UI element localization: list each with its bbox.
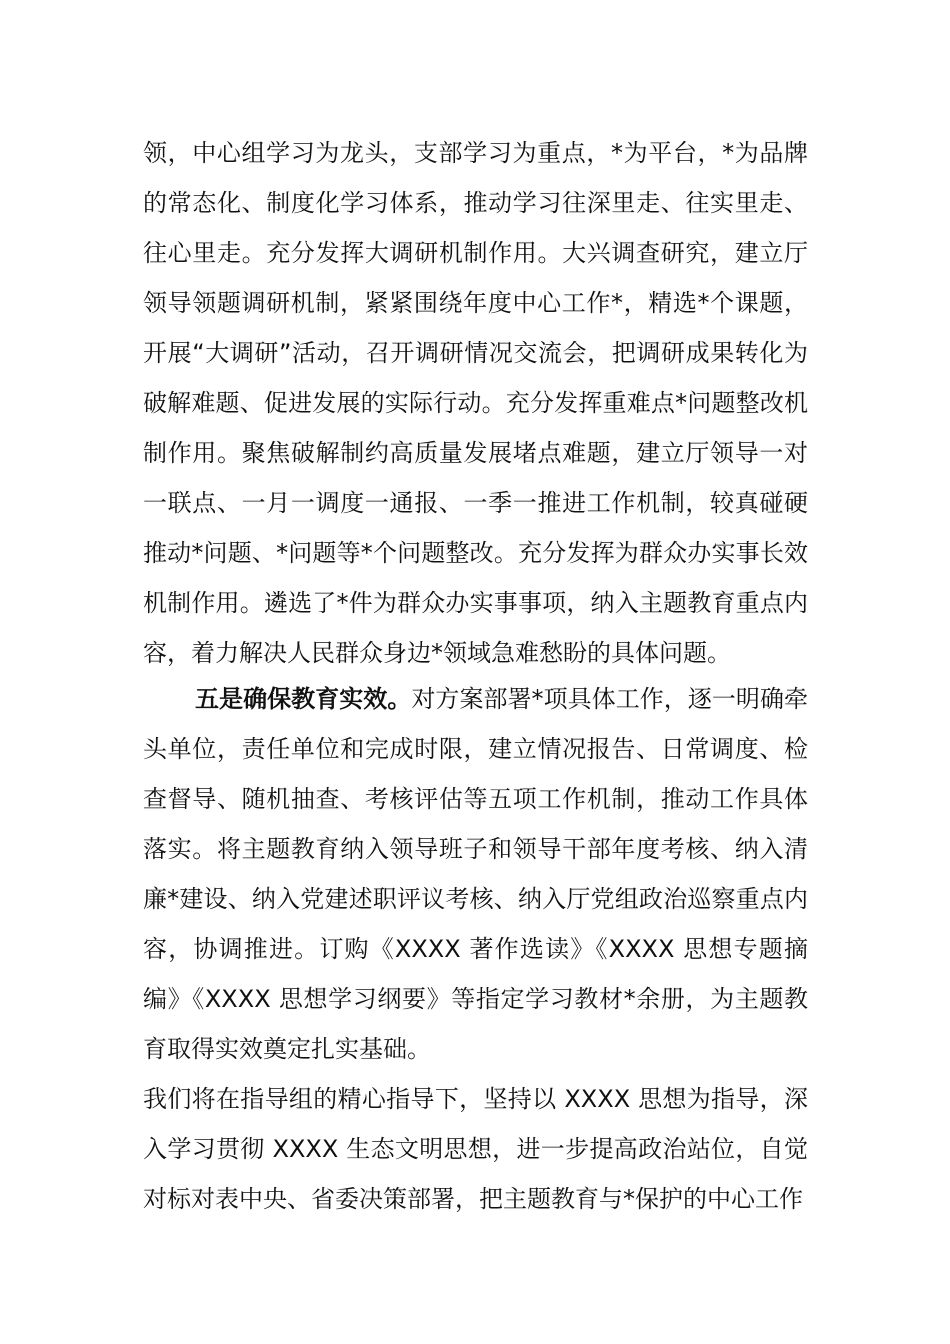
paragraph-conclusion <box>143 1074 808 1224</box>
paragraph-lead-heading: 五是确保教育实效。 <box>195 685 412 713</box>
paragraph-continuation <box>143 128 808 678</box>
paragraph-text: 领，中心组学习为龙头，支部学习为重点，*为平台，*为品牌的常态化、制度化学习体系，推动学习往深里走、往实里走、往心里走。充分发挥大调研机制作用。大兴调查研究，建立厅领导领题调研机制，紧紧围绕年度中心工作*，精选*个课题，开展“大调研”活动，召开调研情况交流会，把调研成果转化为破解难题、促进发展的实际行动。充分发挥重难点*问题整改机制作用。聚焦破解制约高质量发展堵点难题，建立厅领导一对一联点、一月一调度一通报、一季一推进工作机制，较真碰硬推动*问题、*问题等*个问题整改。充分发挥为群众办实事长效机制作用。遴选了*件为群众办实事事项，纳入主题教育重点内容，着力解决人民群众身边*领域急难愁盼的具体问题。 <box>143 139 808 667</box>
paragraph-text: 对方案部署*项具体工作，逐一明确牵头单位，责任单位和完成时限，建立情况报告、日常调度、检查督导、随机抽查、考核评估等五项工作机制，推动工作具体落实。将主题教育纳入领导班子和领导干部年度考核、纳入清廉*建设、纳入党建述职评议考核、纳入厅党组政治巡察重点内容，协调推进。订购《XXXX 著作选读》《XXXX 思想专题摘编》《XXXX 思想学习纲要》等指定学习教材*余册，为主题教育取得实效奠定扎实基础。 <box>143 685 808 1063</box>
paragraph-text: 我们将在指导组的精心指导下，坚持以 XXXX 思想为指导，深入学习贯彻 XXXX 生态文明思想，进一步提高政治站位，自觉对标对表中央、省委决策部署，把主题教育与*保护的中心工作 <box>143 1085 808 1213</box>
paragraph-section-five <box>143 674 808 1074</box>
